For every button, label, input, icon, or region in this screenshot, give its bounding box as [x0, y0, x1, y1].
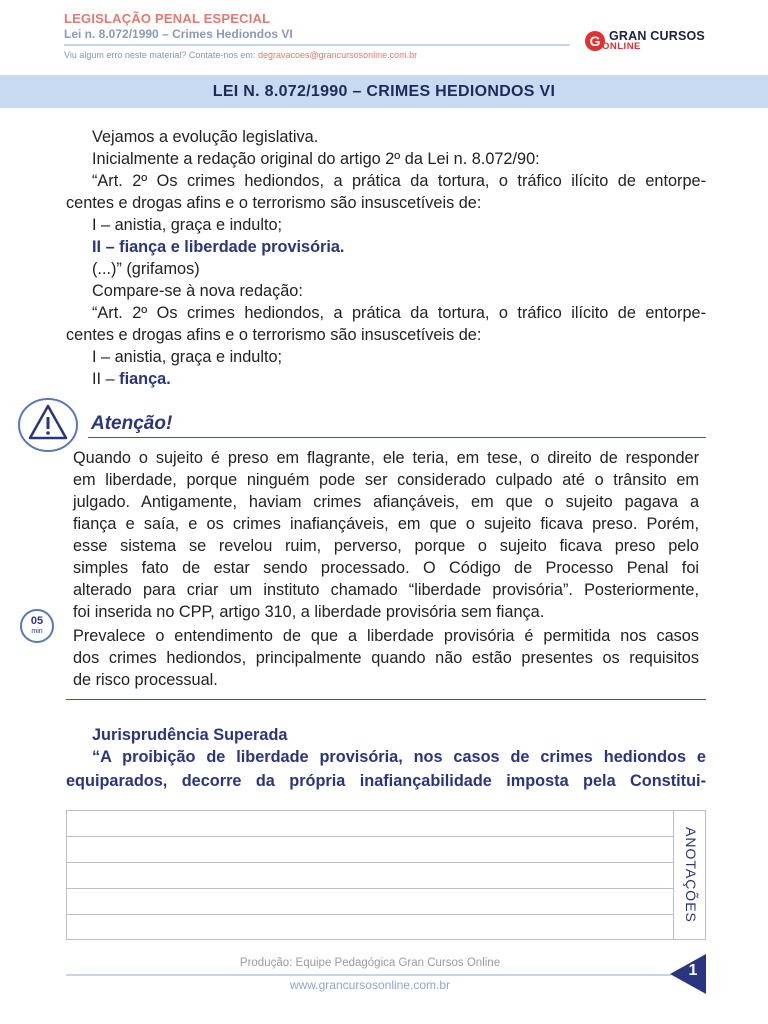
attention-bottom-divider — [66, 699, 706, 700]
lesson-subtitle: Lei n. 8.072/1990 – Crimes Hediondos VI — [64, 27, 293, 41]
body-line — [92, 368, 171, 390]
warning-icon — [17, 397, 81, 453]
attention-text-line: Prevalece o entendimento de que a liberdade provisória é permitida nos casos — [73, 627, 699, 645]
notes-rule — [67, 888, 673, 889]
time-marker-label: min — [31, 628, 43, 635]
footer-divider — [66, 974, 671, 976]
page-number: 1 — [688, 962, 698, 979]
attention-text-line: simples fato de estar sendo processado. O Código de Processo Penal foi — [73, 559, 699, 577]
body-line: I – anistia, graça e indulto; — [92, 348, 283, 366]
header-divider — [64, 44, 570, 46]
body-line: Compare-se à nova redação: — [92, 282, 303, 300]
body-line-prefix: II – — [92, 370, 120, 388]
attention-heading: Atenção! — [91, 413, 173, 434]
logo-mark: G — [585, 31, 605, 51]
page-title: LEI N. 8.072/1990 – CRIMES HEDIONDOS VI — [212, 83, 556, 100]
attention-text-line: Quando o sujeito é preso em flagrante, ele teria, em tese, o direito de responder — [73, 449, 699, 467]
attention-top-divider — [88, 437, 706, 438]
attention-text-line: julgado. Antigamente, haviam crimes afiançáveis, em que o sujeito pagava a — [73, 493, 699, 511]
attention-text-line: dos crimes hediondos, principalmente quando não estão presentes os requisitos — [73, 649, 699, 667]
body-line: centes e drogas afins e o terrorismo são insuscetíveis de: — [66, 194, 482, 212]
notes-separator — [673, 811, 674, 939]
notes-box[interactable] — [66, 810, 706, 940]
attention-text-line: esse sistema se revelou ruim, perverso, porque o sujeito ficava preso pelo — [73, 537, 699, 555]
logo-line1: GRAN CURSOS — [609, 29, 705, 43]
title-bar — [0, 75, 768, 108]
contact-prefix: Viu algum erro neste material? Contate-nos em: — [64, 50, 258, 60]
notes-rule — [67, 836, 673, 837]
attention-text-line: de risco processual. — [73, 671, 218, 689]
time-marker-minutes: 05 — [30, 615, 44, 627]
notes-label: ANOTAÇÕES — [683, 827, 699, 923]
body-line: centes e drogas afins e o terrorismo são insuscetíveis de: — [66, 326, 482, 344]
jurisprudence-heading: Jurisprudência Superada — [92, 726, 288, 744]
footer-website-link[interactable]: www.grancursosonline.com.br — [289, 978, 451, 992]
body-line: “Art. 2º Os crimes hediondos, a prática da tortura, o tráfico ilícito de entorpe- — [92, 172, 706, 190]
body-line: Inicialmente a redação original do artigo 2º da Lei n. 8.072/90: — [92, 150, 540, 168]
logo-line2: ONLINE — [602, 41, 641, 52]
attention-text-line: alterado para criar um instituto chamado “liberdade provisória”. Posteriormente, — [73, 581, 699, 599]
body-line: (...)” (grifamos) — [92, 260, 200, 278]
contact-email-link[interactable]: degravacoes@grancursosonline.com.br — [257, 50, 418, 60]
highlighted-body-line: II – fiança e liberdade provisória. — [92, 238, 345, 256]
jurisprudence-quote-line: “A proibição de liberdade provisória, nos casos de crimes hediondos e — [92, 748, 706, 766]
footer-production: Produção: Equipe Pedagógica Gran Cursos Online — [239, 957, 501, 969]
attention-text-line: em liberdade, porque ninguém pode ser considerado culpado até o trânsito em — [73, 471, 699, 489]
course-title: LEGISLAÇÃO PENAL ESPECIAL — [64, 11, 271, 26]
notes-rule — [67, 914, 673, 915]
highlighted-word: fiança. — [119, 370, 171, 388]
contact-line — [64, 50, 417, 60]
body-line: Vejamos a evolução legislativa. — [92, 128, 319, 146]
attention-text-line: foi inserida no CPP, artigo 310, a liberdade provisória sem fiança. — [73, 603, 545, 621]
gran-cursos-logo — [585, 28, 710, 58]
attention-text-line: fiança e saía, e os crimes inafiançáveis, em que o sujeito ficava preso. Porém, — [73, 515, 699, 533]
notes-rule — [67, 862, 673, 863]
body-line: “Art. 2º Os crimes hediondos, a prática da tortura, o tráfico ilícito de entorpe- — [92, 304, 706, 322]
body-line: I – anistia, graça e indulto; — [92, 216, 283, 234]
jurisprudence-quote-line: equiparados, decorre da própria inafiançabilidade imposta pela Constitui- — [66, 772, 706, 790]
time-marker-badge — [20, 609, 54, 643]
